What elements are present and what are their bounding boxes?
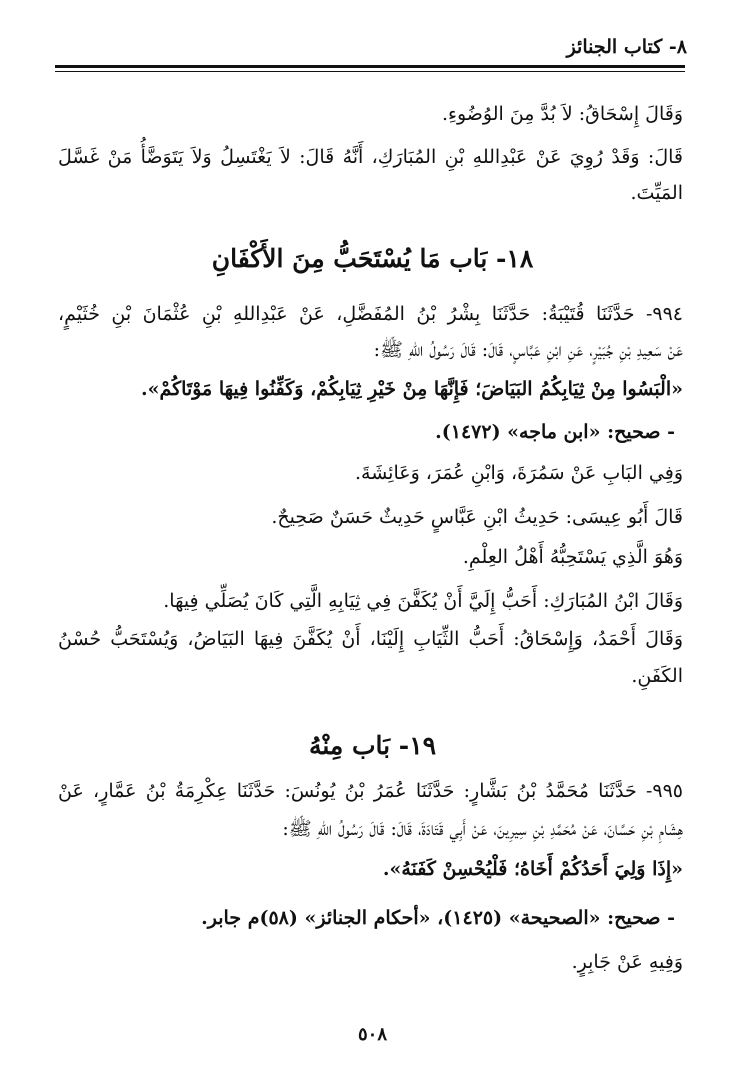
hadith-line: ٩٩٥- حَدَّثَنَا مُحَمَّدُ بْنُ بَشَّارٍ: حَدَّثَنَا عُمَرُ بْنُ يُونُسَ: حَدَّثَنَا عِكْرِمَةُ بْنُ عَمَّارٍ، عَنْ [58,780,683,802]
text-line: الكَفَنِ. [631,665,683,687]
grading-line: - صحيح: «ابن ماجه» (١٤٧٢). [435,421,675,443]
grading-line: - صحيح: «الصحيحة» (١٤٢٥)، «أحكام الجنائز» (٥٨)م جابر. [201,907,675,929]
text-line: وَفِي البَابِ عَنْ سَمُرَةَ، وَابْنِ عُمَرَ، وَعَائِشَةَ. [355,462,683,484]
text-line: المَيِّتَ. [630,182,683,204]
text-line: وَهُوَ الَّذِي يَسْتَحِبُّهُ أَهْلُ العِلْمِ. [462,546,683,568]
header-rule [55,65,685,68]
text-line: قَالَ أَبُو عِيسَى: حَدِيثُ ابْنِ عَبَّاسٍ حَدِيثٌ حَسَنٌ صَحِيحٌ. [271,506,683,528]
hadith-line: عَنْ سَعِيدِ بْنِ جُبَيْرٍ، عَنِ ابْنِ عَبَّاسٍ، قَالَ: قَالَ رَسُولُ اللهِ ﷺ: [373,339,683,361]
chapter-heading: ١٨- بَاب مَا يُسْتَحَبُّ مِنَ الأَكْفَانِ [211,244,534,273]
hadith-text: «إِذَا وَلِيَ أَحَدُكُمْ أَخَاهُ؛ فَلْيُحْسِنْ كَفَنَهُ». [382,858,683,880]
hadith-line: ٩٩٤- حَدَّثَنَا قُتَيْبَةُ: حَدَّثَنَا بِشْرُ بْنُ المُفَضَّلِ، عَنْ عَبْدِاللهِ بْنِ عُثْمَانَ بْنِ خُثَيْمٍ، [58,303,683,325]
text-line: وَقَالَ إِسْحَاقُ: لاَ بُدَّ مِنَ الوُضُوءِ. [442,103,683,125]
text-line: وَقَالَ ابْنُ المُبَارَكِ: أَحَبُّ إِلَيَّ أَنْ يُكَفَّنَ فِي ثِيَابِهِ الَّتِي كَانَ يُصَلِّي فِيهَا. [163,590,683,612]
text-line: وَفِيهِ عَنْ جَابِرٍ. [571,951,683,973]
hadith-line: هِشَامِ بْنِ حَسَّانَ، عَنْ مُحَمَّدِ بْنِ سِيرِينَ، عَنْ أَبِي قَتَادَةَ، قَالَ: قَالَ رَسُولُ اللهِ ﷺ: [282,818,683,840]
running-header: ٨- كتاب الجنائز [566,36,687,58]
hadith-text: «الْبَسُوا مِنْ ثِيَابِكُمُ البَيَاضَ؛ فَإِنَّهَا مِنْ خَيْرِ ثِيَابِكُمْ، وَكَفِّنُوا فِيهَا مَوْتَاكُمْ». [140,378,683,400]
page-number: ٥٠٨ [357,1024,387,1045]
text-line: قَالَ: وَقَدْ رُوِيَ عَنْ عَبْدِاللهِ بْنِ المُبَارَكِ، أَنَّهُ قَالَ: لاَ يَغْتَسِلُ وَلاَ يَتَوَضَّأُ مَنْ غَسَّلَ [58,146,683,168]
header-rule-thin [55,71,685,72]
text-line: وَقَالَ أَحْمَدُ، وَإِسْحَاقُ: أَحَبُّ الثِّيَابِ إِلَيْنَا، أَنْ يُكَفَّنَ فِيهَا البَيَاضُ، وَيُسْتَحَبُّ حُسْنُ [58,628,683,650]
chapter-heading: ١٩- بَاب مِنْهُ [308,731,437,760]
